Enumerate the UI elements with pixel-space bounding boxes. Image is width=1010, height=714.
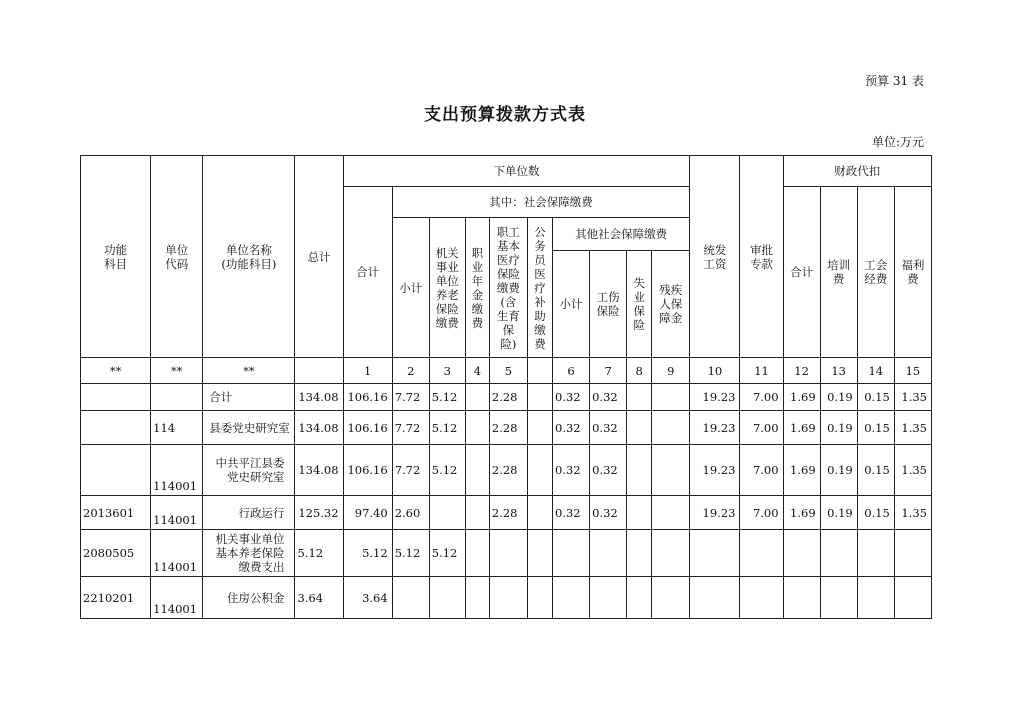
table-cell: 5 bbox=[489, 358, 527, 384]
table-cell bbox=[652, 496, 690, 530]
col-fd-total: 合计 bbox=[783, 187, 820, 358]
table-cell: 114001 bbox=[151, 577, 203, 619]
table-cell: 134.08 bbox=[295, 411, 343, 445]
table-cell bbox=[465, 384, 489, 411]
table-cell: 19.23 bbox=[690, 496, 740, 530]
table-row bbox=[81, 384, 932, 411]
table-cell: 106.16 bbox=[343, 384, 392, 411]
table-cell bbox=[652, 530, 690, 577]
table-cell: 0.32 bbox=[553, 411, 590, 445]
table-cell: 19.23 bbox=[690, 445, 740, 496]
index-row bbox=[81, 358, 932, 384]
table-cell bbox=[527, 445, 552, 496]
table-cell: 0.15 bbox=[857, 496, 894, 530]
table-cell: 0.32 bbox=[553, 445, 590, 496]
table-cell bbox=[151, 384, 203, 411]
table-cell: 2.28 bbox=[489, 411, 527, 445]
col-social-security: 其中：社会保障缴费 bbox=[392, 187, 690, 218]
table-cell: 5.12 bbox=[429, 411, 465, 445]
table-cell: 106.16 bbox=[343, 445, 392, 496]
table-cell: 14 bbox=[857, 358, 894, 384]
table-cell bbox=[489, 530, 527, 577]
col-welfare: 福利 费 bbox=[894, 187, 931, 358]
table-row bbox=[81, 577, 932, 619]
col-approval: 审批 专款 bbox=[740, 156, 783, 358]
table-cell: 县委党史研究室 bbox=[203, 411, 295, 445]
table-cell bbox=[820, 577, 857, 619]
col-training: 培训 费 bbox=[820, 187, 857, 358]
table-cell bbox=[627, 411, 652, 445]
col-civil-medical: 公 务 员 医 疗 补 助 缴 费 bbox=[527, 218, 552, 358]
table-cell bbox=[894, 577, 931, 619]
table-cell: 1 bbox=[343, 358, 392, 384]
page-title: 支出预算拨款方式表 bbox=[424, 105, 586, 125]
table-cell bbox=[627, 445, 652, 496]
table-cell: 7.00 bbox=[740, 384, 783, 411]
table-cell: 19.23 bbox=[690, 384, 740, 411]
col-ss-subtotal: 小计 bbox=[392, 218, 429, 358]
table-cell bbox=[652, 384, 690, 411]
table-cell: 中共平江县委党史研究室 bbox=[203, 445, 295, 496]
col-other-subtotal: 小计 bbox=[553, 251, 590, 358]
table-cell: ** bbox=[151, 358, 203, 384]
table-row bbox=[81, 496, 932, 530]
table-cell: 住房公积金 bbox=[203, 577, 295, 619]
table-row bbox=[81, 411, 932, 445]
col-other-ss: 其他社会保障缴费 bbox=[553, 218, 690, 251]
col-fiscal-deduct: 财政代扣 bbox=[783, 156, 931, 187]
table-cell bbox=[81, 445, 151, 496]
table-cell bbox=[690, 577, 740, 619]
table-cell: 114001 bbox=[151, 496, 203, 530]
col-annuity: 职 业 年 金 缴 费 bbox=[465, 218, 489, 358]
col-lu-total: 合计 bbox=[343, 187, 392, 358]
table-number: 预算 31 表 bbox=[865, 74, 924, 88]
table-cell: 6 bbox=[553, 358, 590, 384]
table-cell bbox=[81, 411, 151, 445]
table-cell: 9 bbox=[652, 358, 690, 384]
table-cell bbox=[690, 530, 740, 577]
table-cell bbox=[627, 384, 652, 411]
table-cell bbox=[527, 577, 552, 619]
table-cell bbox=[465, 445, 489, 496]
table-cell: 机关事业单位基本养老保险缴费支出 bbox=[203, 530, 295, 577]
table-cell: 5.12 bbox=[429, 530, 465, 577]
table-cell: 5.12 bbox=[429, 445, 465, 496]
table-cell: 97.40 bbox=[343, 496, 392, 530]
table-cell: 11 bbox=[740, 358, 783, 384]
table-cell: 0.32 bbox=[553, 496, 590, 530]
table-cell bbox=[81, 384, 151, 411]
table-cell bbox=[627, 530, 652, 577]
table-cell: 0.15 bbox=[857, 384, 894, 411]
table-cell bbox=[465, 411, 489, 445]
table-cell: 1.69 bbox=[783, 496, 820, 530]
col-union: 工会 经费 bbox=[857, 187, 894, 358]
table-cell bbox=[527, 496, 552, 530]
table-cell: 1.69 bbox=[783, 411, 820, 445]
table-cell: 15 bbox=[894, 358, 931, 384]
table-cell bbox=[489, 577, 527, 619]
table-cell: 2.28 bbox=[489, 384, 527, 411]
col-total: 总计 bbox=[295, 156, 343, 358]
table-cell bbox=[627, 577, 652, 619]
table-cell bbox=[627, 496, 652, 530]
table-cell: 1.69 bbox=[783, 445, 820, 496]
table-cell: 134.08 bbox=[295, 384, 343, 411]
table-cell: 0.32 bbox=[553, 384, 590, 411]
table-cell bbox=[652, 577, 690, 619]
table-cell: 4 bbox=[465, 358, 489, 384]
table-cell: 5.12 bbox=[392, 530, 429, 577]
table-cell: 2080505 bbox=[81, 530, 151, 577]
table-cell bbox=[465, 496, 489, 530]
col-unit-name: 单位名称 (功能科目) bbox=[203, 156, 295, 358]
table-cell bbox=[527, 358, 552, 384]
table-cell bbox=[857, 530, 894, 577]
table-cell: 10 bbox=[690, 358, 740, 384]
table-cell bbox=[295, 358, 343, 384]
table-cell: 7.00 bbox=[740, 496, 783, 530]
col-unified-pay: 统发 工资 bbox=[690, 156, 740, 358]
table-cell: 114001 bbox=[151, 530, 203, 577]
appropriation-table bbox=[80, 155, 932, 619]
table-cell bbox=[553, 530, 590, 577]
table-cell: 0.32 bbox=[590, 411, 627, 445]
table-cell bbox=[527, 411, 552, 445]
table-cell bbox=[527, 530, 552, 577]
table-cell bbox=[527, 384, 552, 411]
table-cell: 7.72 bbox=[392, 384, 429, 411]
table-cell: 114 bbox=[151, 411, 203, 445]
table-cell bbox=[590, 530, 627, 577]
table-cell: 2.60 bbox=[392, 496, 429, 530]
table-cell: 12 bbox=[783, 358, 820, 384]
col-pension: 机关 事业 单位 养老 保险 缴费 bbox=[429, 218, 465, 358]
table-cell: 2.28 bbox=[489, 496, 527, 530]
table-cell: 合计 bbox=[203, 384, 295, 411]
table-cell bbox=[820, 530, 857, 577]
table-cell bbox=[857, 577, 894, 619]
col-unit-code: 单位 代码 bbox=[151, 156, 203, 358]
table-cell: 1.35 bbox=[894, 445, 931, 496]
table-cell bbox=[894, 530, 931, 577]
table-cell: 114001 bbox=[151, 445, 203, 496]
table-cell: 3 bbox=[429, 358, 465, 384]
table-cell: 1.35 bbox=[894, 496, 931, 530]
col-injury: 工伤 保险 bbox=[590, 251, 627, 358]
table-cell: 1.69 bbox=[783, 384, 820, 411]
table-cell: 1.35 bbox=[894, 384, 931, 411]
table-cell bbox=[465, 577, 489, 619]
table-cell: 5.12 bbox=[429, 384, 465, 411]
table-cell: 7.00 bbox=[740, 411, 783, 445]
table-cell: 2.28 bbox=[489, 445, 527, 496]
table-cell: 13 bbox=[820, 358, 857, 384]
table-cell: 7.00 bbox=[740, 445, 783, 496]
table-cell: ** bbox=[81, 358, 151, 384]
table-cell: 3.64 bbox=[343, 577, 392, 619]
col-medical: 职工 基本 医疗 保险 缴费 (含 生育 保 险) bbox=[489, 218, 527, 358]
table-cell bbox=[429, 496, 465, 530]
table-cell: 7 bbox=[590, 358, 627, 384]
table-cell: 2 bbox=[392, 358, 429, 384]
table-cell: 7.72 bbox=[392, 445, 429, 496]
table-cell: 2013601 bbox=[81, 496, 151, 530]
col-unemployment: 失 业 保 险 bbox=[627, 251, 652, 358]
table-cell bbox=[590, 577, 627, 619]
table-cell: 0.19 bbox=[820, 445, 857, 496]
table-cell: 3.64 bbox=[295, 577, 343, 619]
unit-label: 单位:万元 bbox=[871, 135, 924, 149]
table-cell: 0.19 bbox=[820, 384, 857, 411]
table-cell: 5.12 bbox=[343, 530, 392, 577]
table-cell: 0.15 bbox=[857, 445, 894, 496]
table-cell bbox=[465, 530, 489, 577]
table-row bbox=[81, 530, 932, 577]
table-cell: 行政运行 bbox=[203, 496, 295, 530]
table-cell: 0.15 bbox=[857, 411, 894, 445]
table-cell: 0.19 bbox=[820, 496, 857, 530]
table-cell bbox=[783, 530, 820, 577]
table-cell: 134.08 bbox=[295, 445, 343, 496]
table-cell: 0.32 bbox=[590, 384, 627, 411]
table-cell bbox=[392, 577, 429, 619]
col-disability: 残疾 人保 障金 bbox=[652, 251, 690, 358]
table-cell bbox=[740, 530, 783, 577]
table-cell: 5.12 bbox=[295, 530, 343, 577]
table-cell: 0.32 bbox=[590, 496, 627, 530]
table-cell: 1.35 bbox=[894, 411, 931, 445]
table-cell: ** bbox=[203, 358, 295, 384]
table-cell: 106.16 bbox=[343, 411, 392, 445]
table-cell: 125.32 bbox=[295, 496, 343, 530]
table-cell: 0.19 bbox=[820, 411, 857, 445]
table-row bbox=[81, 445, 932, 496]
table-cell: 0.32 bbox=[590, 445, 627, 496]
table-cell: 7.72 bbox=[392, 411, 429, 445]
table-cell: 8 bbox=[627, 358, 652, 384]
table-cell bbox=[652, 411, 690, 445]
table-cell bbox=[429, 577, 465, 619]
table-cell bbox=[553, 577, 590, 619]
table-cell bbox=[652, 445, 690, 496]
col-lower-units: 下单位数 bbox=[343, 156, 690, 187]
table-cell: 2210201 bbox=[81, 577, 151, 619]
table-cell bbox=[783, 577, 820, 619]
col-func-subject: 功能 科目 bbox=[81, 156, 151, 358]
table-cell bbox=[740, 577, 783, 619]
table-cell: 19.23 bbox=[690, 411, 740, 445]
